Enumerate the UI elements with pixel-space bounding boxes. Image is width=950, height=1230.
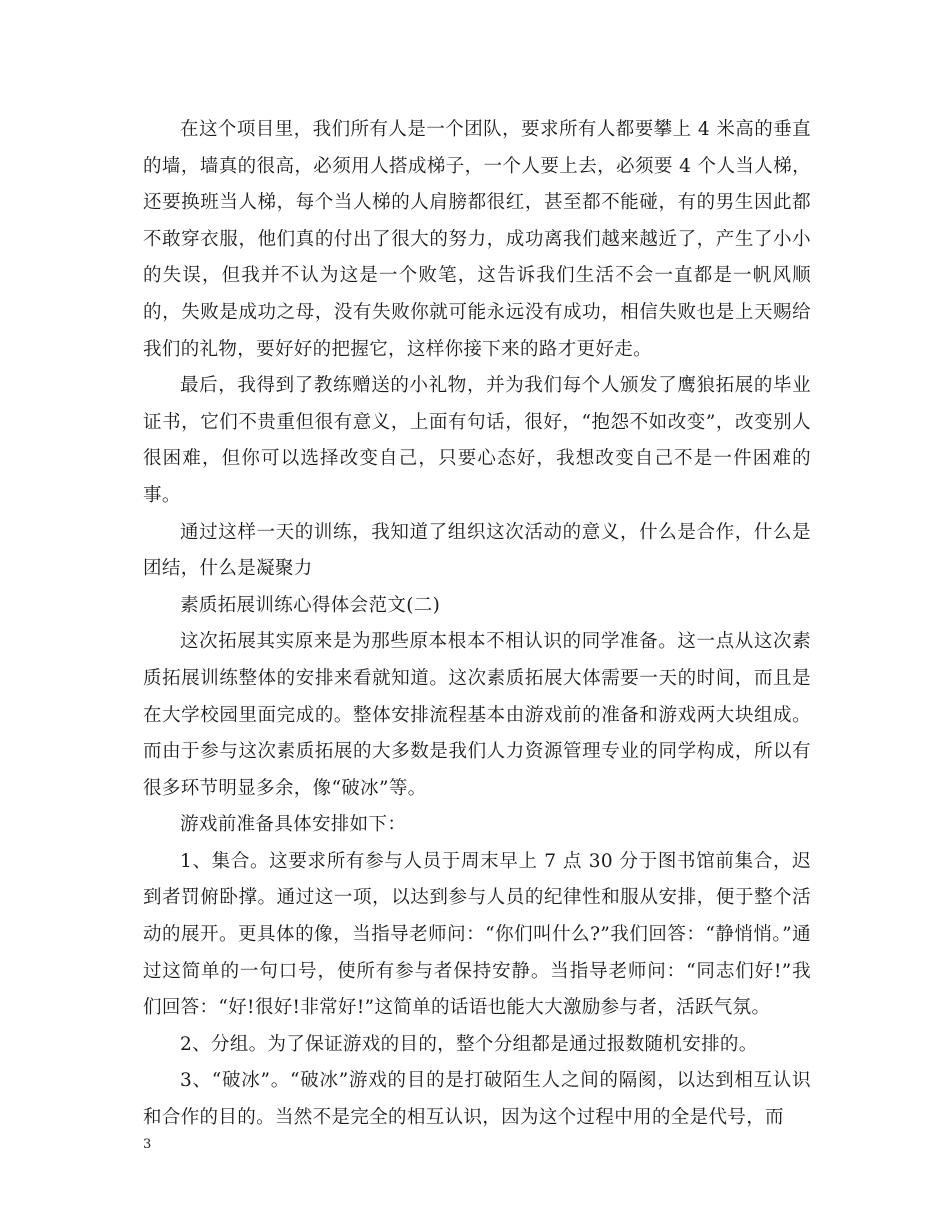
- paragraph-expansion-intro: 这次拓展其实原来是为那些原本根本不相认识的同学准备。这一点从这次素质拓展训练整体的安排来看就知道。这次素质拓展大体需要一天的时间，而且是在大学校园里面完成的。整体安排流程基本由游戏前的准备和游戏两大块组成。而由于参与这次素质拓展的大多数是我们人力资源管理专业的同学构成，所以有很多环节明显多余，像“破冰”等。: [143, 631, 811, 799]
- paragraph-step-assembly: 1、集合。这要求所有参与人员于周末早上 7 点 30 分于图书馆前集合，迟到者罚俯卧撑。通过这一项，以达到参与人员的纪律性和服从安排，便于整个活动的展开。更具体的像，当指导老师问：“你们叫什么?”我们回答：“静悄悄。”通过这简单的一句口号，使所有参与者保持安静。当指导老师问：“同志们好!”我们回答：“好!很好!非常好!”这简单的话语也能大大激励参与者，活跃气氛。: [143, 850, 811, 1019]
- paragraph-training-meaning: 通过这样一天的训练，我知道了组织这次活动的意义，什么是合作，什么是团结，什么是凝聚力: [143, 521, 811, 580]
- paragraph-prep-arrangement: 游戏前准备具体安排如下：: [180, 814, 407, 836]
- paragraph-team-wall: 在这个项目里，我们所有人是一个团队，要求所有人都要攀上 4 米高的垂直的墙，墙真的很高，必须用人搭成梯子，一个人要上去，必须要 4 个人当人梯，还要换班当人梯，每个当人梯的人肩膀都很红，甚至都不能碰，有的男生因此都不敢穿衣服，他们真的付出了很大的努力，成功离我们越来越近了，产生了小小的失误，但我并不认为这是一个败笔，这告诉我们生活不会一直都是一帆风顺的，失败是成功之母，没有失败你就可能永远没有成功，相信失败也是上天赐给我们的礼物，要好好的把握它，这样你接下来的路才更好走。: [143, 119, 811, 360]
- paragraph-gift-certificate: 最后，我得到了教练赠送的小礼物，并为我们每个人颁发了鹰狼拓展的毕业证书，它们不贵重但很有意义，上面有句话，很好，“抱怨不如改变”，改变别人很困难，但你可以选择改变自己，只要心态好，我想改变自己不是一件困难的事。: [143, 375, 811, 506]
- document-body: [143, 112, 811, 1137]
- paragraph-step-grouping: 2、分组。为了保证游戏的目的，整个分组都是通过报数随机安排的。: [180, 1033, 758, 1055]
- section-heading: 素质拓展训练心得体会范文(二): [180, 594, 441, 616]
- page-number: 3: [143, 1137, 152, 1152]
- paragraph-step-icebreak: 3、“破冰”。“破冰”游戏的目的是打破陌生人之间的隔阂，以达到相互认识和合作的目的。当然不是完全的相互认识，因为这个过程中用的全是代号，而: [143, 1070, 811, 1129]
